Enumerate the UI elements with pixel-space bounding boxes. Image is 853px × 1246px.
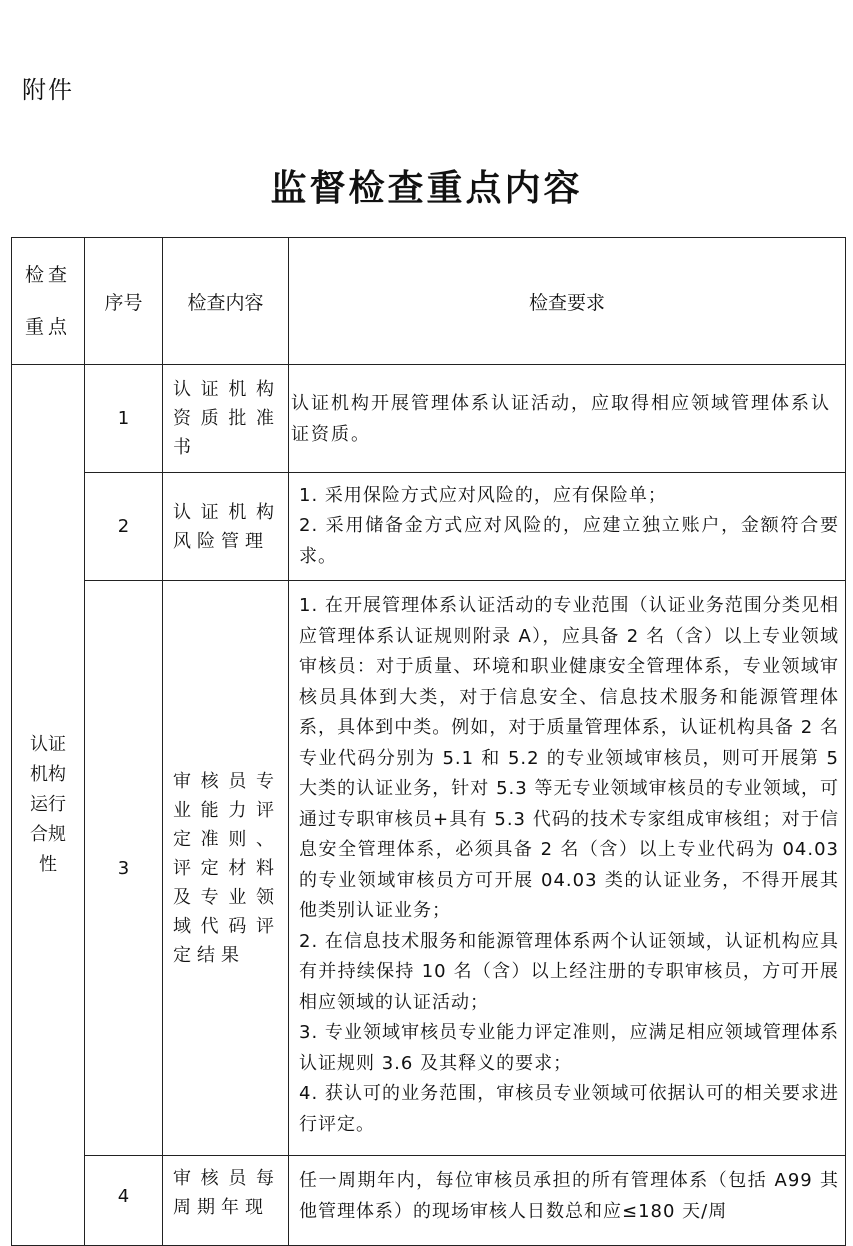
key-area-line: 性 xyxy=(39,854,57,875)
key-area-line: 运行 xyxy=(30,794,66,815)
requirement-item: 2. 采用储备金方式应对风险的，应建立独立账户，金额符合要求。 xyxy=(299,515,839,567)
requirement-item: 1. 采用保险方式应对风险的，应有保险单； xyxy=(299,484,667,506)
table-row xyxy=(12,473,846,581)
page-title: 监督检查重点内容 xyxy=(270,168,583,209)
table-header-row xyxy=(12,238,846,365)
key-area-line: 合规 xyxy=(30,824,66,845)
table-row xyxy=(12,365,846,473)
row-index: 3 xyxy=(85,581,163,1156)
row-requirement xyxy=(289,473,846,581)
header-key-line1: 检查 xyxy=(24,264,71,286)
row-requirement xyxy=(289,365,846,473)
row-content: 认证机构风险管理 xyxy=(163,473,289,581)
row-content: 认证机构资质批准书 xyxy=(163,365,289,473)
row-index: 1 xyxy=(85,365,163,473)
row-index: 4 xyxy=(85,1156,163,1246)
table-row xyxy=(12,581,846,1156)
table-row xyxy=(12,1156,846,1246)
attachment-label: 附件 xyxy=(22,76,74,104)
header-content: 检查内容 xyxy=(163,238,289,365)
inspection-table xyxy=(11,237,846,1246)
row-requirement xyxy=(289,581,846,1156)
row-requirement xyxy=(289,1156,846,1246)
row-content: 审核员专业能力评定准则、评定材料及专业领域代码评定结果 xyxy=(163,581,289,1156)
key-area-cell xyxy=(12,365,85,1246)
row-content: 审核员每周期年现 xyxy=(163,1156,289,1246)
requirement-item: 1. 在开展管理体系认证活动的专业范围（认证业务范围分类见相应管理体系认证规则附录 A），应具备 2 名（含）以上专业领域审核员：对于质量、环境和职业健康安全管理体系，专业领域审核员具体到大类，对于信息安全、信息技术服务和能源管理体系，具体到中类。例如，对于质量管理体系，认证机构具备 2 名专业代码分别为 5.1 和 5.2 的专业领域审核员，则可开展第 5 大类的认证业务，针对 5.3 等无专业领域审核员的专业领域，可通过专职审核员+具有 5.3 代码的技术专家组成审核组；对于信息安全管理体系，必须具备 2 名（含）以上专业代码为 04.03 的专业领域审核员方可开展 04.03 类的认证业务，不得开展其他类别认证业务； xyxy=(299,595,839,921)
requirement-item: 2. 在信息技术服务和能源管理体系两个认证领域，认证机构应具有并持续保持 10 名（含）以上经注册的专职审核员，方可开展相应领域的认证活动； xyxy=(299,930,839,1013)
requirement-item: 4. 获认可的业务范围，审核员专业领域可依据认可的相关要求进行评定。 xyxy=(299,1083,839,1135)
key-area-line: 认证 xyxy=(30,734,66,755)
header-key-area xyxy=(12,238,85,365)
header-key-line2: 重点 xyxy=(24,316,71,338)
key-area-line: 机构 xyxy=(30,764,66,785)
requirement-item: 3. 专业领域审核员专业能力评定准则，应满足相应领域管理体系认证规则 3.6 及其释义的要求； xyxy=(299,1022,839,1074)
header-requirement: 检查要求 xyxy=(289,238,846,365)
requirement-text: 认证机构开展管理体系认证活动，应取得相应领域管理体系认证资质。 xyxy=(291,392,831,445)
requirement-item: 任一周期年内，每位审核员承担的所有管理体系（包括 A99 其他管理体系）的现场审核人日数总和应≤180 天/周 xyxy=(299,1170,839,1222)
header-index: 序号 xyxy=(85,238,163,365)
row-index: 2 xyxy=(85,473,163,581)
